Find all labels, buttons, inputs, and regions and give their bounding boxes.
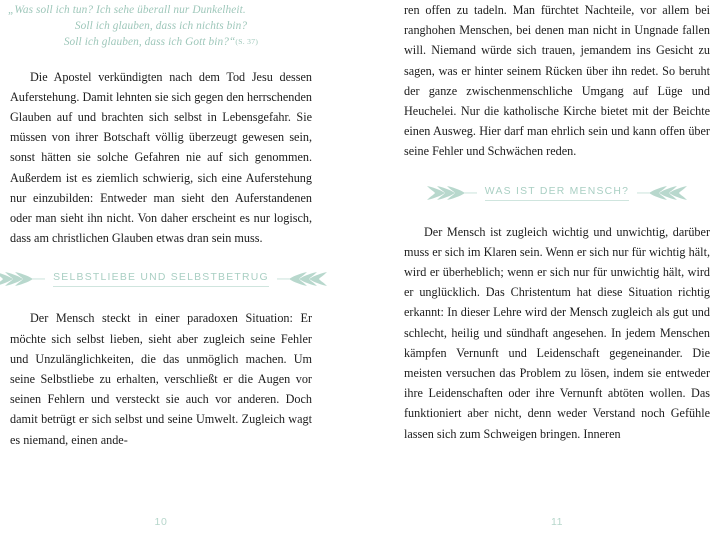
left-section-heading-label: SELBSTLIEBE UND SELBSTBETRUG <box>53 271 269 287</box>
pull-quote-line-1: „Was soll ich tun? Ich sehe überall nur Dunkelheit. <box>8 4 246 16</box>
pull-quote-citation: (S. 37) <box>235 37 259 47</box>
page-right <box>360 0 720 540</box>
spacer <box>404 162 710 184</box>
spacer <box>10 51 312 67</box>
pull-quote <box>10 0 312 51</box>
spacer <box>404 202 710 222</box>
page-number-right: 11 <box>550 516 564 528</box>
page-number-left: 10 <box>154 516 168 528</box>
left-paragraph-1: Die Apostel verkündigten nach dem Tod Jesu dessen Auferstehung. Damit lehnten sie sich gegen den herrschenden Glauben auf und brachten sich selbst in Lebensgefahr. Sie müssen von ihrer Botschaft völlig überzeugt gewesen sein, sonst hätten sie solche Gefahren nie auf sich genommen. Außerdem ist es ziemlich schwierig, sich eine Auferstehung nur einzubilden: Entweder man sieht den Auferstandenen oder man sieht ihn nicht. Von daher erscheint es nur logisch, dass am christlichen Glauben etwas dran sein muss. <box>10 69 312 246</box>
right-section-heading <box>404 184 710 202</box>
right-column-content <box>404 0 710 540</box>
right-section-heading-label: WAS IST DER MENSCH? <box>485 185 629 201</box>
leaf-chevron-left-ornament <box>276 270 328 288</box>
pull-quote-line-2: Soll ich glauben, dass ich nichts bin? <box>74 20 248 33</box>
leaf-chevron-right-ornament <box>426 184 478 202</box>
leaf-chevron-left-ornament <box>636 184 688 202</box>
spacer <box>10 288 312 308</box>
right-paragraph-2: Der Mensch ist zugleich wichtig und unwichtig, darüber muss er sich im Klaren sein. Wenn er sich nur für wichtig hält, wird er überheblich; wenn er sich nur für unwichtig hält, wird er unglücklich. Das Christentum hat diese Situation richtig erkannt: In dieser Lehre wird der Mensch zugleich als gut und schlecht, heilig und sündhaft angesehen. In jedem Menschen kämpfen Vernunft und Leidenschaft gegeneinander. Die meisten versuchen das Problem zu lösen, indem sie entweder ihre Leidenschaften oder ihre Vernunft abtöten wollen. Das funktioniert aber nicht, denn weder Verstand noch Gefühle lassen sich zum Schweigen bringen. Inneren <box>404 224 710 441</box>
left-paragraph-2: Der Mensch steckt in einer paradoxen Situation: Er möchte sich selbst lieben, sieht aber zugleich seine Fehler und Unzulänglichkeiten, die das unmöglich machen. Um seine Selbstliebe zu erhalten, verschließt er die Augen vor seinen Fehlern und versteckt sie auch vor anderen. Doch damit betrügt er sich selbst und seine Umwelt. Zugleich wagt es niemand, einen ande- <box>10 311 312 447</box>
spacer <box>10 248 312 270</box>
leaf-chevron-right-ornament <box>0 270 46 288</box>
right-paragraph-1: ren offen zu tadeln. Man fürchtet Nachteile, vor allem bei ranghohen Menschen, bei denen man nicht in Ungnade fallen will. Niemand würde sich trauen, jemandem ins Gesicht zu sagen, was er hinter seinem Rücken über ihn redet. So beruht der ganze zwischenmenschliche Umgang auf Lüge und Heuchelei. Nur die katholische Kirche bietet mit der Beichte einen Ausweg. Hier darf man ehrlich sein und kann offen über seine Fehler und Schwächen reden. <box>404 3 710 159</box>
pull-quote-line-3-text: Soll ich glauben, dass ich Gott bin?“ <box>63 36 236 49</box>
left-column-content <box>10 0 312 540</box>
left-section-heading <box>10 270 312 288</box>
pull-quote-line-3 <box>10 34 312 50</box>
